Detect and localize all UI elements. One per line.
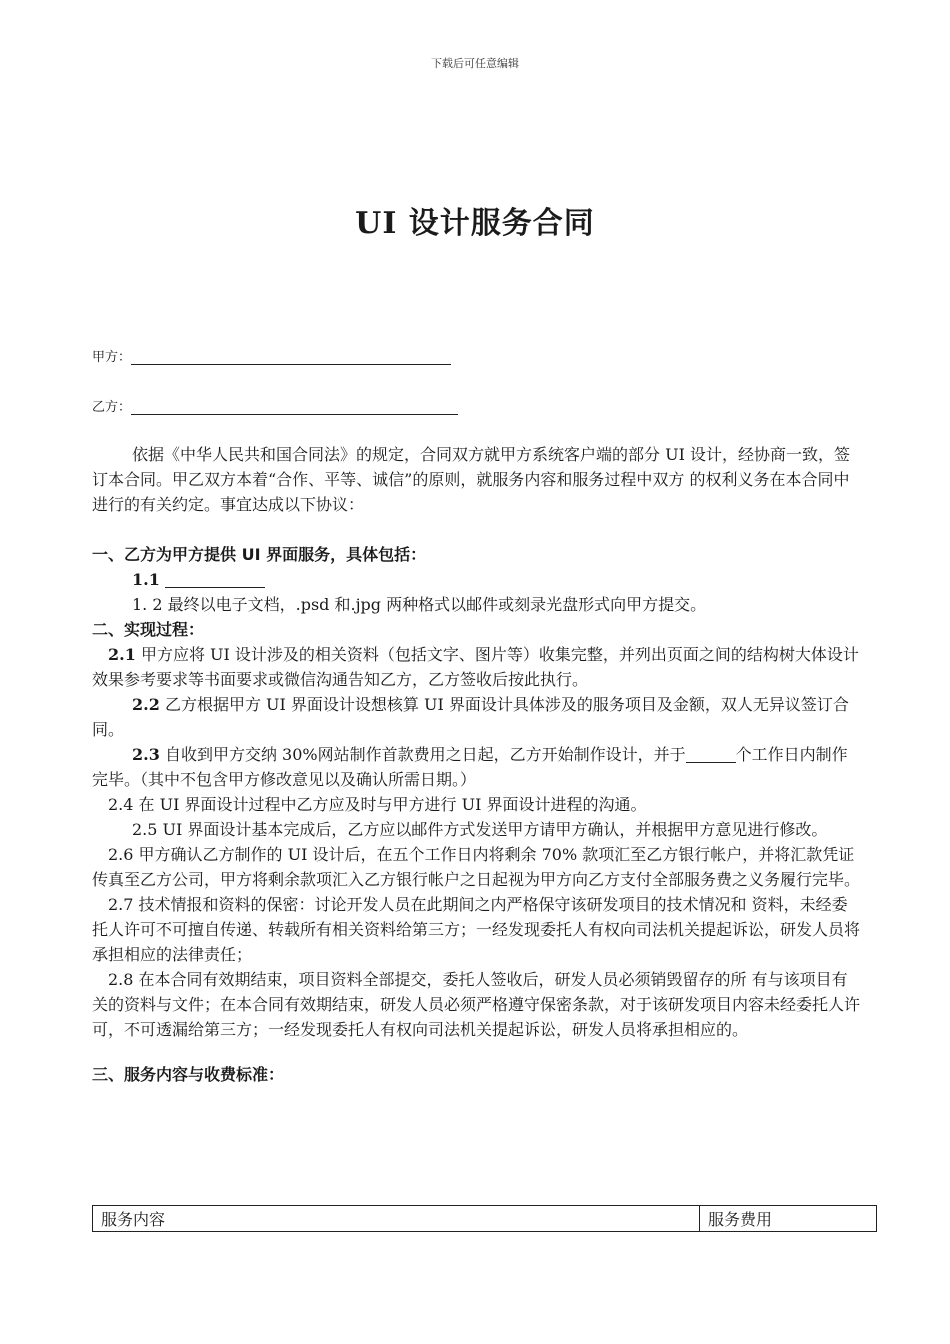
preamble: 依据《中华人民共和国合同法》的规定，合同双方就甲方系统客户端的部分 UI 设计，经协商一致，签订本合同。甲乙双方本着“合作、平等、诚信”的原则，就服务内容和服务过程中双方 的权利义务在本合同中进行的有关约定。事宜达成以下协议： [92, 445, 850, 514]
clause-2-3-number: 2.3 [132, 745, 160, 764]
clause-1-1-blank[interactable] [165, 569, 265, 588]
fee-table-header-fee: 服务费用 [700, 1206, 877, 1232]
party-a-row [92, 346, 451, 365]
section2-heading: 二、实现过程： [92, 620, 205, 639]
clause-2-5: 2.5 UI 界面设计基本完成后，乙方应以邮件方式发送甲方请甲方确认，并根据甲方意见进行修改。 [132, 820, 828, 839]
clause-1-1 [92, 567, 862, 592]
fee-table-header-content: 服务内容 [93, 1206, 700, 1232]
clause-2-1-number: 2.1 [108, 645, 136, 664]
clause-2-3-text-a: 自收到甲方交纳 30%网站制作首款费用之日起，乙方开始制作设计，并于 [164, 745, 686, 764]
contract-title: UI 设计服务合同 [355, 206, 595, 241]
clause-2-3-days-blank[interactable] [686, 744, 736, 763]
clause-2-2-number: 2.2 [132, 695, 160, 714]
fee-table [92, 1205, 877, 1232]
clause-2-4: 2.4 在 UI 界面设计过程中乙方应及时与甲方进行 UI 界面设计进程的沟通。 [108, 795, 647, 814]
clause-2-8: 2.8 在本合同有效期结束，项目资料全部提交，委托人签收后，研发人员必须销毁留存的所 有与该项目有关的资料与文件；在本合同有效期结束，研发人员必须严格遵守保密条款，对于该研发项目内容未经委托人许可，不可透漏给第三方；一经发现委托人有权向司法机关提起诉讼，研发人员将承担相应的。 [92, 970, 861, 1039]
party-a-label: 甲方： [92, 350, 132, 365]
fee-table-header-row [93, 1206, 877, 1232]
clause-2-2-text: 乙方根据甲方 UI 界面设计设想核算 UI 界面设计具体涉及的服务项目及金额，双人无异议签订合同。 [92, 695, 849, 739]
page-header-note: 下载后可任意编辑 [431, 57, 519, 70]
clause-2-1 [92, 642, 862, 692]
party-b-row [92, 396, 458, 415]
party-a-blank[interactable] [131, 350, 451, 365]
contract-body [92, 442, 862, 1087]
clause-2-2 [92, 692, 862, 742]
section3-heading: 三、服务内容与收费标准： [92, 1065, 285, 1084]
clause-2-3-text-b: 个工作日内制作完毕。（其中不包含甲方修改意见以及确认所需日期。） [92, 745, 848, 789]
party-b-blank[interactable] [131, 400, 458, 415]
clause-1-1-number: 1.1 [132, 570, 160, 589]
clause-1-2: 1. 2 最终以电子文档，.psd 和.jpg 两种格式以邮件或刻录光盘形式向甲方提交。 [132, 595, 707, 614]
section1-heading: 一、乙方为甲方提供 UI 界面服务，具体包括： [92, 545, 427, 564]
clause-2-7: 2.7 技术情报和资料的保密：讨论开发人员在此期间之内严格保守该研发项目的技术情况和 资料，未经委托人许可不可擅自传递、转载所有相关资料给第三方；一经发现委托人有权向司法机关提起诉讼，研发人员将承担相应的法律责任； [92, 895, 861, 964]
clause-2-3 [92, 742, 862, 792]
clause-2-6: 2.6 甲方确认乙方制作的 UI 设计后，在五个工作日内将剩余 70% 款项汇至乙方银行帐户，并将汇款凭证传真至乙方公司，甲方将剩余款项汇入乙方银行帐户之日起视为甲方向乙方支付全部服务费之义务履行完毕。 [92, 845, 861, 889]
clause-2-1-text: 甲方应将 UI 设计涉及的相关资料（包括文字、图片等）收集完整，并列出页面之间的结构树大体设计效果参考要求等书面要求或微信沟通告知乙方，乙方签收后按此执行。 [92, 645, 859, 689]
party-b-label: 乙方： [92, 400, 132, 415]
